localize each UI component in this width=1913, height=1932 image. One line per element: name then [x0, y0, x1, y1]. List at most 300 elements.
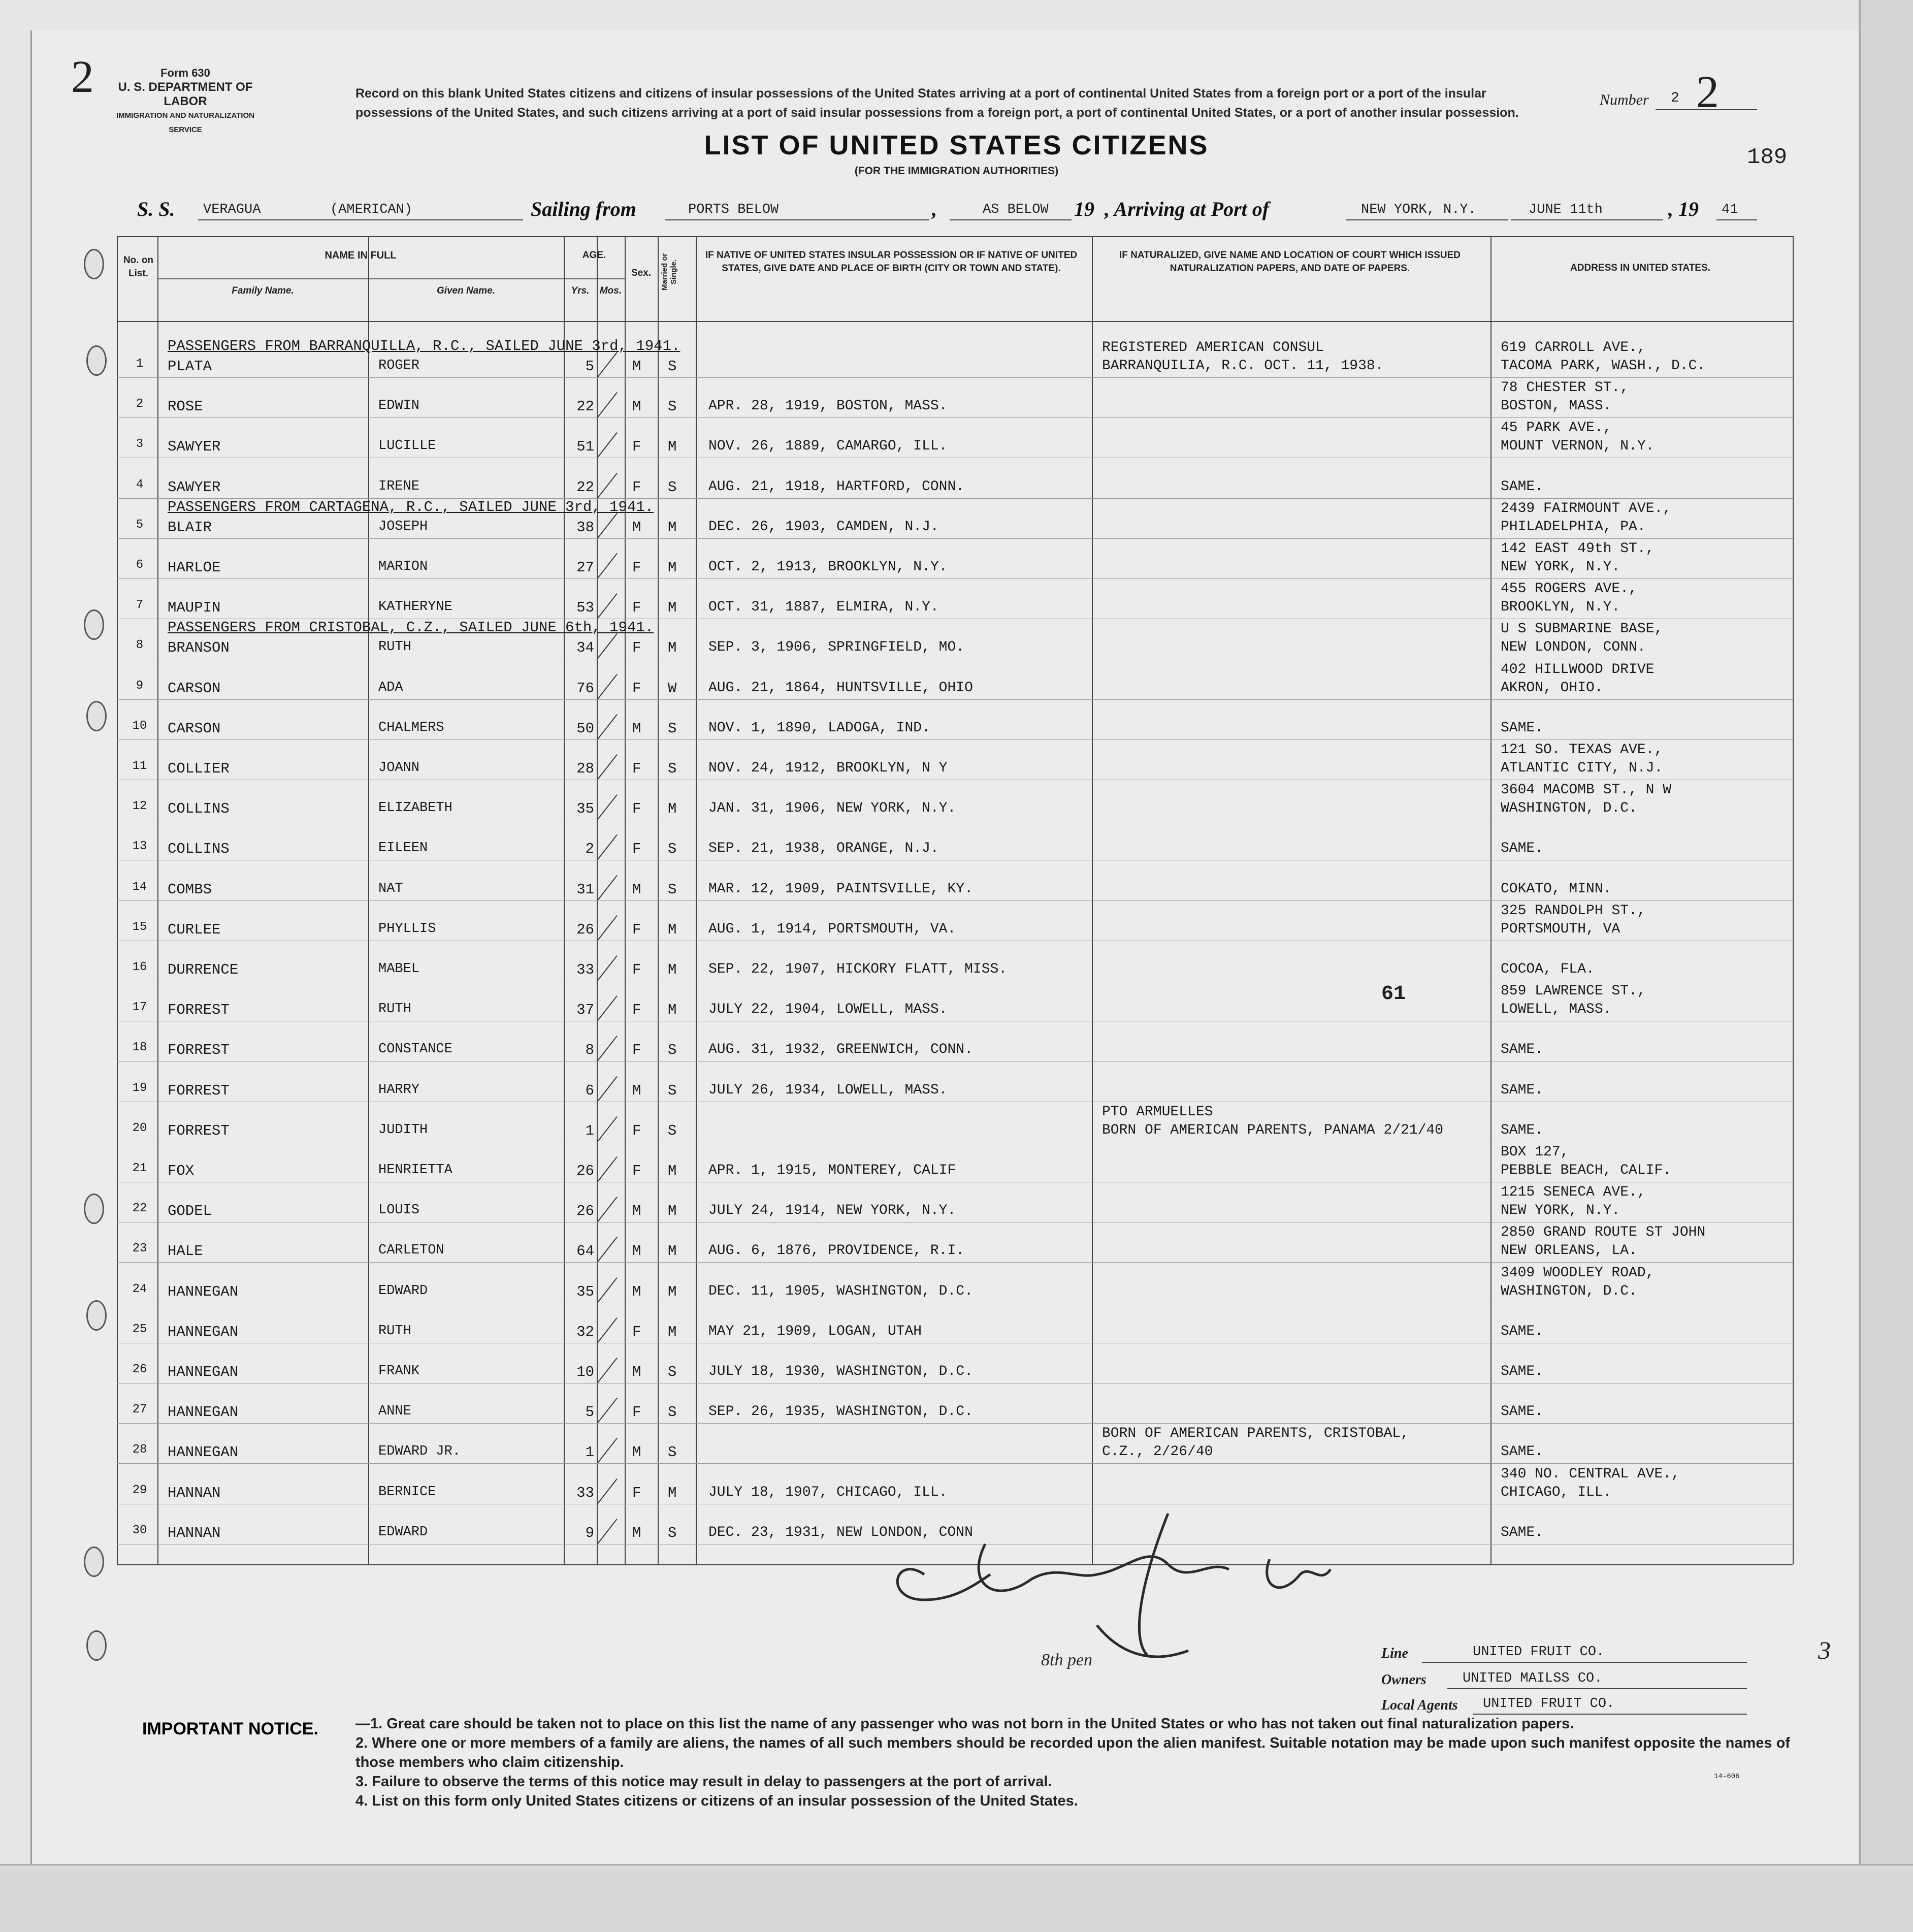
row-rule: [117, 1423, 1793, 1424]
family-name: HANNEGAN: [168, 1324, 239, 1340]
birth-date-place: NOV. 24, 1912, BROOKLYN, N Y: [708, 760, 948, 776]
arrival-year-underline: [1716, 219, 1757, 220]
given-name: RUTH: [378, 1324, 411, 1339]
family-name: CARSON: [168, 720, 221, 737]
address-line-2: SAME.: [1501, 1082, 1544, 1098]
list-number-value: 2: [1671, 90, 1679, 106]
age-years: 50: [576, 720, 594, 737]
row-rule: [117, 900, 1793, 901]
marital-status: M: [668, 1203, 677, 1219]
address-line-2: SAME.: [1501, 479, 1544, 495]
age-years: 32: [576, 1324, 594, 1340]
sex: F: [632, 599, 641, 616]
birth-date-place: APR. 28, 1919, BOSTON, MASS.: [708, 398, 948, 414]
signature-note: 8th pen: [1041, 1651, 1093, 1669]
address-line-1: 3604 MACOMB ST., N W: [1501, 782, 1672, 798]
family-name: HANNEGAN: [168, 1444, 239, 1461]
header-age: AGE.: [582, 250, 606, 261]
family-name: HARLOE: [168, 559, 221, 576]
given-name: EDWARD: [378, 1525, 428, 1540]
header-birth: IF NATIVE OF UNITED STATES INSULAR POSSESSION OR IF NATIVE OF UNITED STATES, GIVE DATE AND PLACE OF BIRTH (CITY OR TOWN AND STATE).: [705, 250, 1078, 274]
given-name: MABEL: [378, 961, 420, 977]
address-line-1: 2439 FAIRMOUNT AVE.,: [1501, 501, 1672, 517]
address-line-1: 619 CARROLL AVE.,: [1501, 340, 1646, 356]
family-name: COMBS: [168, 881, 212, 898]
marital-status: M: [668, 921, 677, 938]
given-name: CONSTANCE: [378, 1042, 452, 1057]
birth-date-place: AUG. 6, 1876, PROVIDENCE, R.I.: [708, 1243, 965, 1259]
marital-status: S: [668, 881, 677, 898]
ship-underline: [198, 219, 523, 220]
sex: F: [632, 800, 641, 817]
address-line-1: 45 PARK AVE.,: [1501, 420, 1612, 436]
row-number: 22: [132, 1202, 147, 1215]
naturalization-line-2: C.Z., 2/26/40: [1102, 1444, 1213, 1460]
family-name: CARSON: [168, 680, 221, 697]
marital-status: M: [668, 559, 677, 576]
age-years: 37: [576, 1002, 594, 1018]
sailing-from-label: Sailing from: [531, 198, 636, 220]
naturalization-line-2: BORN OF AMERICAN PARENTS, PANAMA 2/21/40: [1102, 1122, 1444, 1138]
naturalization-line-2: BARRANQUILIA, R.C. OCT. 11, 1938.: [1102, 358, 1384, 374]
address-line-2: TACOMA PARK, WASH., D.C.: [1501, 358, 1706, 374]
address-line-2: COKATO, MINN.: [1501, 881, 1612, 897]
given-name: HARRY: [378, 1082, 420, 1098]
punch-hole: [86, 345, 107, 376]
marital-status: M: [668, 438, 677, 455]
sex: F: [632, 438, 641, 455]
sex: F: [632, 841, 641, 857]
ship-flag: (AMERICAN): [330, 202, 413, 217]
address-line-2: SAME.: [1501, 1404, 1544, 1420]
given-name: EDWIN: [378, 398, 420, 413]
sailing-from-value: PORTS BELOW: [688, 202, 779, 217]
header-family-name: Family Name.: [232, 285, 294, 296]
form-identifier: [99, 66, 272, 137]
record-instructions: Record on this blank United States citizens and citizens of insular possessions of the United States arriving at a port of continental United States from a foreign port or a port of the insular possessions of the United States, and such citizens arriving at a port of said insular possessions from a foreign port, a port of continental United States, or a port of another insular possession.: [355, 86, 1519, 120]
naturalization-line-1: REGISTERED AMERICAN CONSUL: [1102, 340, 1324, 356]
marital-status: S: [668, 760, 677, 777]
arriving-label: , Arriving at Port of: [1105, 198, 1270, 220]
address-line-2: PHILADELPHIA, PA.: [1501, 519, 1646, 535]
family-name: HANNEGAN: [168, 1283, 239, 1300]
age-years: 33: [576, 1485, 594, 1501]
age-years: 26: [576, 921, 594, 938]
given-name: ELIZABETH: [378, 800, 452, 816]
line-label: Line: [1381, 1646, 1408, 1661]
age-years: 53: [576, 599, 594, 616]
sex: F: [632, 1485, 641, 1501]
family-name: FORREST: [168, 1082, 230, 1099]
birth-date-place: NOV. 1, 1890, LADOGA, IND.: [708, 720, 930, 736]
ss-label: S. S.: [137, 198, 175, 220]
header-name-in-full: NAME IN FULL: [325, 250, 397, 261]
sex: F: [632, 1404, 641, 1421]
punch-hole: [86, 701, 107, 731]
marital-status: M: [668, 639, 677, 656]
row-number: 23: [132, 1242, 147, 1255]
row-number: 28: [132, 1443, 147, 1457]
family-name: COLLINS: [168, 800, 230, 817]
sex: F: [632, 760, 641, 777]
address-line-2: WASHINGTON, D.C.: [1501, 1283, 1637, 1299]
row-number: 10: [132, 719, 147, 733]
age-years: 1: [585, 1444, 594, 1461]
address-line-1: 325 RANDOLPH ST.,: [1501, 903, 1646, 919]
address-line-2: NEW ORLEANS, LA.: [1501, 1243, 1637, 1259]
page-title: LIST OF UNITED STATES CITIZENS: [704, 130, 1209, 160]
sex: M: [632, 358, 641, 375]
form-service: IMMIGRATION AND NATURALIZATION SERVICE: [116, 111, 254, 134]
name-age-subrule: [157, 278, 625, 279]
age-years: 34: [576, 639, 594, 656]
family-name: COLLINS: [168, 841, 230, 857]
owners-label: Owners: [1381, 1672, 1426, 1688]
arrival-year-suffix: 41: [1722, 202, 1738, 217]
row-number: 5: [136, 518, 144, 532]
row-number: 18: [132, 1041, 147, 1054]
given-name: RUTH: [378, 639, 411, 655]
given-name: KATHERYNE: [378, 599, 452, 615]
address-line-2: NEW YORK, N.Y.: [1501, 559, 1620, 575]
row-number: 19: [132, 1081, 147, 1095]
table-column-rule: [1793, 236, 1794, 1564]
sex: F: [632, 559, 641, 576]
row-number: 9: [136, 679, 144, 693]
age-years: 5: [585, 358, 594, 375]
address-line-1: 1215 SENECA AVE.,: [1501, 1184, 1646, 1200]
header-no: No. on List.: [123, 255, 154, 279]
given-name: PHYLLIS: [378, 921, 436, 937]
sail-date-underline: [950, 219, 1072, 220]
agents-label: Local Agents: [1381, 1697, 1458, 1713]
row-number: 30: [132, 1524, 147, 1537]
birth-date-place: OCT. 2, 1913, BROOKLYN, N.Y.: [708, 559, 948, 575]
family-name: SAWYER: [168, 479, 221, 496]
address-line-2: NEW LONDON, CONN.: [1501, 639, 1646, 655]
address-line-2: COCOA, FLA.: [1501, 961, 1595, 977]
section-heading: PASSENGERS FROM CARTAGENA, R.C., SAILED JUNE 3rd, 1941.: [168, 499, 654, 516]
page-subtitle: (FOR THE IMMIGRATION AUTHORITIES): [854, 165, 1059, 177]
family-name: BLAIR: [168, 519, 212, 536]
naturalization-line-1: PTO ARMUELLES: [1102, 1104, 1213, 1120]
birth-date-place: JAN. 31, 1906, NEW YORK, N.Y.: [708, 800, 956, 816]
sex: F: [632, 1042, 641, 1058]
row-number: 29: [132, 1484, 147, 1497]
given-name: EDWARD JR.: [378, 1444, 461, 1459]
header-given-name: Given Name.: [436, 285, 496, 296]
row-rule: [117, 578, 1793, 579]
sail-date-value: AS BELOW: [983, 202, 1049, 217]
sex: M: [632, 519, 641, 536]
birth-date-place: NOV. 26, 1889, CAMARGO, ILL.: [708, 438, 948, 454]
sex: M: [632, 1283, 641, 1300]
family-name: CURLEE: [168, 921, 221, 938]
row-number: 16: [132, 960, 147, 974]
row-number: 24: [132, 1282, 147, 1296]
given-name: EDWARD: [378, 1283, 428, 1299]
given-name: ADA: [378, 680, 403, 695]
row-number: 20: [132, 1121, 147, 1135]
row-number: 17: [132, 1001, 147, 1014]
birth-date-place: DEC. 26, 1903, CAMDEN, N.J.: [708, 519, 939, 535]
birth-date-place: AUG. 1, 1914, PORTSMOUTH, VA.: [708, 921, 956, 937]
family-name: FORREST: [168, 1042, 230, 1058]
birth-date-place: OCT. 31, 1887, ELMIRA, N.Y.: [708, 599, 939, 615]
marital-status: S: [668, 398, 677, 415]
row-number: 27: [132, 1403, 147, 1416]
sex: M: [632, 1444, 641, 1461]
address-line-2: MOUNT VERNON, N.Y.: [1501, 438, 1655, 454]
naturalization-line-1: BORN OF AMERICAN PARENTS, CRISTOBAL,: [1102, 1426, 1409, 1441]
sex: M: [632, 1525, 641, 1541]
family-name: FORREST: [168, 1122, 230, 1139]
address-line-1: BOX 127,: [1501, 1144, 1569, 1160]
age-years: 35: [576, 800, 594, 817]
family-name: SAWYER: [168, 438, 221, 455]
marital-status: S: [668, 479, 677, 496]
handwritten-number-mark: 2: [71, 52, 94, 102]
sex: F: [632, 1324, 641, 1340]
header-address: ADDRESS IN UNITED STATES.: [1570, 263, 1710, 273]
age-years: 28: [576, 760, 594, 777]
row-number: 13: [132, 840, 147, 853]
age-years: 1: [585, 1122, 594, 1139]
sex: M: [632, 1082, 641, 1099]
age-years: 2: [585, 841, 594, 857]
sex: F: [632, 961, 641, 978]
arrival-date-underline: [1511, 219, 1663, 220]
row-rule: [117, 739, 1793, 740]
row-number: 3: [136, 437, 144, 451]
given-name: FRANK: [378, 1364, 420, 1379]
marital-status: S: [668, 1042, 677, 1058]
marital-status: M: [668, 519, 677, 536]
birth-date-place: JULY 26, 1934, LOWELL, MASS.: [708, 1082, 948, 1098]
header-sex: Sex.: [631, 268, 652, 278]
marital-status: W: [668, 680, 677, 697]
given-name: LUCILLE: [378, 438, 436, 454]
arrival-date: JUNE 11th: [1529, 202, 1603, 217]
row-number: 25: [132, 1323, 147, 1336]
address-line-2: SAME.: [1501, 1324, 1544, 1339]
birth-date-place: MAY 21, 1909, LOGAN, UTAH: [708, 1324, 922, 1339]
family-name: HANNAN: [168, 1525, 221, 1541]
address-line-1: 2850 GRAND ROUTE ST JOHN: [1501, 1225, 1706, 1240]
birth-date-place: JULY 18, 1930, WASHINGTON, D.C.: [708, 1364, 973, 1379]
punch-hole: [86, 1300, 107, 1331]
row-number: 26: [132, 1363, 147, 1376]
birth-date-place: AUG. 31, 1932, GREENWICH, CONN.: [708, 1042, 973, 1057]
marital-status: M: [668, 1283, 677, 1300]
birth-date-place: JULY 24, 1914, NEW YORK, N.Y.: [708, 1203, 956, 1218]
given-name: NAT: [378, 881, 403, 896]
address-line-1: 78 CHESTER ST.,: [1501, 380, 1629, 396]
birth-date-place: AUG. 21, 1918, HARTFORD, CONN.: [708, 479, 965, 495]
address-line-1: 3409 WOODLEY ROAD,: [1501, 1265, 1655, 1281]
ship-name: VERAGUA: [203, 202, 261, 217]
row-number: 21: [132, 1162, 147, 1175]
marital-status: M: [668, 599, 677, 616]
address-line-2: SAME.: [1501, 1042, 1544, 1057]
family-name: BRANSON: [168, 639, 230, 656]
family-name: HANNEGAN: [168, 1404, 239, 1421]
marital-status: S: [668, 841, 677, 857]
page-edge-bottom: [0, 1864, 1913, 1932]
address-line-1: 455 ROGERS AVE.,: [1501, 581, 1637, 597]
row-number: 2: [136, 397, 144, 411]
sex: F: [632, 639, 641, 656]
notice-item: 4. List on this form only United States citizens or citizens of an insular possession of the United States.: [355, 1793, 1078, 1809]
notice-item: 2. Where one or more members of a family are aliens, the names of all such members should be recorded upon the alien manifest. Suitable notation may be made upon such manifest opposite the names of those members who claim citizenship.: [355, 1735, 1790, 1770]
section-heading: PASSENGERS FROM BARRANQUILLA, R.C., SAILED JUNE 3rd, 1941.: [168, 338, 680, 355]
age-years: 10: [576, 1364, 594, 1380]
row-number: 14: [132, 880, 147, 894]
age-years: 31: [576, 881, 594, 898]
marital-status: M: [668, 1324, 677, 1340]
agents-value: UNITED FRUIT CO.: [1483, 1696, 1615, 1712]
given-name: ANNE: [378, 1404, 411, 1419]
sex: F: [632, 1163, 641, 1179]
arrival-year-prefix-text: 19: [1678, 198, 1699, 220]
given-name: JOSEPH: [378, 519, 428, 534]
address-line-2: NEW YORK, N.Y.: [1501, 1203, 1620, 1218]
row-number: 15: [132, 920, 147, 934]
header-married-single: Married or Single.: [660, 253, 678, 291]
marital-status: S: [668, 1082, 677, 1099]
given-name: MARION: [378, 559, 428, 574]
age-years: 9: [585, 1525, 594, 1541]
address-line-1: 142 EAST 49th ST.,: [1501, 541, 1655, 557]
birth-date-place: SEP. 21, 1938, ORANGE, N.J.: [708, 841, 939, 856]
marital-status: M: [668, 961, 677, 978]
notice-item: —1. Great care should be taken not to place on this list the name of any passenger who was not born in the United States or who has not taken out final naturalization papers.: [355, 1716, 1574, 1732]
row-number: 12: [132, 799, 147, 813]
margin-number: 3: [1818, 1636, 1831, 1664]
header-naturalized: IF NATURALIZED, GIVE NAME AND LOCATION OF COURT WHICH ISSUED NATURALIZATION PAPERS, AND DATE OF PAPERS.: [1119, 250, 1461, 274]
birth-date-place: JULY 22, 1904, LOWELL, MASS.: [708, 1002, 948, 1017]
age-years: 6: [585, 1082, 594, 1099]
age-years: 22: [576, 479, 594, 496]
birth-date-place: MAR. 12, 1909, PAINTSVILLE, KY.: [708, 881, 973, 897]
age-years: 51: [576, 438, 594, 455]
marital-status: S: [668, 1444, 677, 1461]
address-line-2: SAME.: [1501, 720, 1544, 736]
sex: M: [632, 1243, 641, 1260]
sailing-from-underline: [665, 219, 929, 220]
given-name: LOUIS: [378, 1203, 420, 1218]
address-line-2: SAME.: [1501, 1444, 1544, 1460]
address-line-2: BROOKLYN, N.Y.: [1501, 599, 1620, 615]
row-rule: [117, 538, 1793, 539]
address-line-2: PORTSMOUTH, VA: [1501, 921, 1620, 937]
age-years: 26: [576, 1163, 594, 1179]
row-number: 4: [136, 478, 144, 492]
row-number: 11: [132, 759, 147, 773]
punch-hole: [86, 1630, 107, 1661]
list-number-label: Number: [1600, 91, 1649, 108]
sex: M: [632, 1203, 641, 1219]
address-line-2: PEBBLE BEACH, CALIF.: [1501, 1163, 1672, 1178]
birth-date-place: SEP. 3, 1906, SPRINGFIELD, MO.: [708, 639, 965, 655]
given-name: JOANN: [378, 760, 420, 776]
address-line-2: SAME.: [1501, 1525, 1544, 1540]
family-name: FOX: [168, 1163, 194, 1179]
row-number: 1: [136, 357, 144, 371]
inspector-signature: [863, 1483, 1397, 1696]
age-years: 27: [576, 559, 594, 576]
notice-item: 3. Failure to observe the terms of this notice may result in delay to passengers at the port of arrival.: [355, 1774, 1052, 1790]
address-line-1: 859 LAWRENCE ST.,: [1501, 983, 1646, 999]
arrival-year-prefix: , 19: [1668, 198, 1699, 220]
marital-status: S: [668, 1364, 677, 1380]
row-number: 8: [136, 638, 144, 652]
marital-status: M: [668, 1243, 677, 1260]
birth-date-place: DEC. 23, 1931, NEW LONDON, CONN: [708, 1525, 973, 1540]
form-department: U. S. DEPARTMENT OF LABOR: [118, 80, 253, 108]
print-code: 14-606: [1714, 1773, 1740, 1781]
birth-date-place: AUG. 21, 1864, HUNTSVILLE, OHIO: [708, 680, 973, 696]
header-mos: Mos.: [599, 285, 622, 296]
address-line-2: SAME.: [1501, 841, 1544, 856]
sex: F: [632, 1122, 641, 1139]
marital-status: S: [668, 358, 677, 375]
stamp-number: 61: [1381, 983, 1406, 1006]
marital-status: S: [668, 1122, 677, 1139]
sex: F: [632, 680, 641, 697]
age-years: 64: [576, 1243, 594, 1260]
given-name: JUDITH: [378, 1122, 428, 1138]
address-line-1: 402 HILLWOOD DRIVE: [1501, 662, 1655, 678]
form-number: Form 630: [160, 67, 210, 79]
notice-title: IMPORTANT NOTICE.: [142, 1719, 318, 1738]
age-years: 76: [576, 680, 594, 697]
birth-date-place: DEC. 11, 1905, WASHINGTON, D.C.: [708, 1283, 973, 1299]
owners-value: UNITED MAILSS CO.: [1463, 1671, 1603, 1686]
arrival-port: NEW YORK, N.Y.: [1361, 202, 1476, 217]
address-line-2: BOSTON, MASS.: [1501, 398, 1612, 414]
sex: M: [632, 881, 641, 898]
given-name: EILEEN: [378, 841, 428, 856]
family-name: ROSE: [168, 398, 203, 415]
family-name: DURRENCE: [168, 961, 239, 978]
family-name: COLLIER: [168, 760, 230, 777]
address-line-1: U S SUBMARINE BASE,: [1501, 621, 1663, 637]
page-edge-right: [1859, 0, 1913, 1930]
address-line-2: AKRON, OHIO.: [1501, 680, 1603, 696]
sex: F: [632, 479, 641, 496]
age-years: 22: [576, 398, 594, 415]
sail-date-comma: ,: [932, 198, 937, 220]
address-line-2: SAME.: [1501, 1364, 1544, 1379]
line-underline: [1422, 1662, 1747, 1663]
family-name: HANNAN: [168, 1485, 221, 1501]
notice-list: [355, 1714, 1808, 1811]
given-name: BERNICE: [378, 1485, 436, 1500]
family-name: FORREST: [168, 1002, 230, 1018]
handwritten-number-corner: 2: [1696, 67, 1719, 117]
given-name: HENRIETTA: [378, 1163, 452, 1178]
punch-hole: [84, 1547, 104, 1577]
marital-status: M: [668, 1002, 677, 1018]
address-line-2: ATLANTIC CITY, N.J.: [1501, 760, 1663, 776]
address-line-1: 340 NO. CENTRAL AVE.,: [1501, 1466, 1680, 1482]
row-rule: [117, 417, 1793, 418]
page-number: 189: [1747, 145, 1788, 170]
family-name: GODEL: [168, 1203, 212, 1219]
marital-status: M: [668, 800, 677, 817]
arriving-label-text: Arriving at Port of: [1114, 198, 1270, 220]
